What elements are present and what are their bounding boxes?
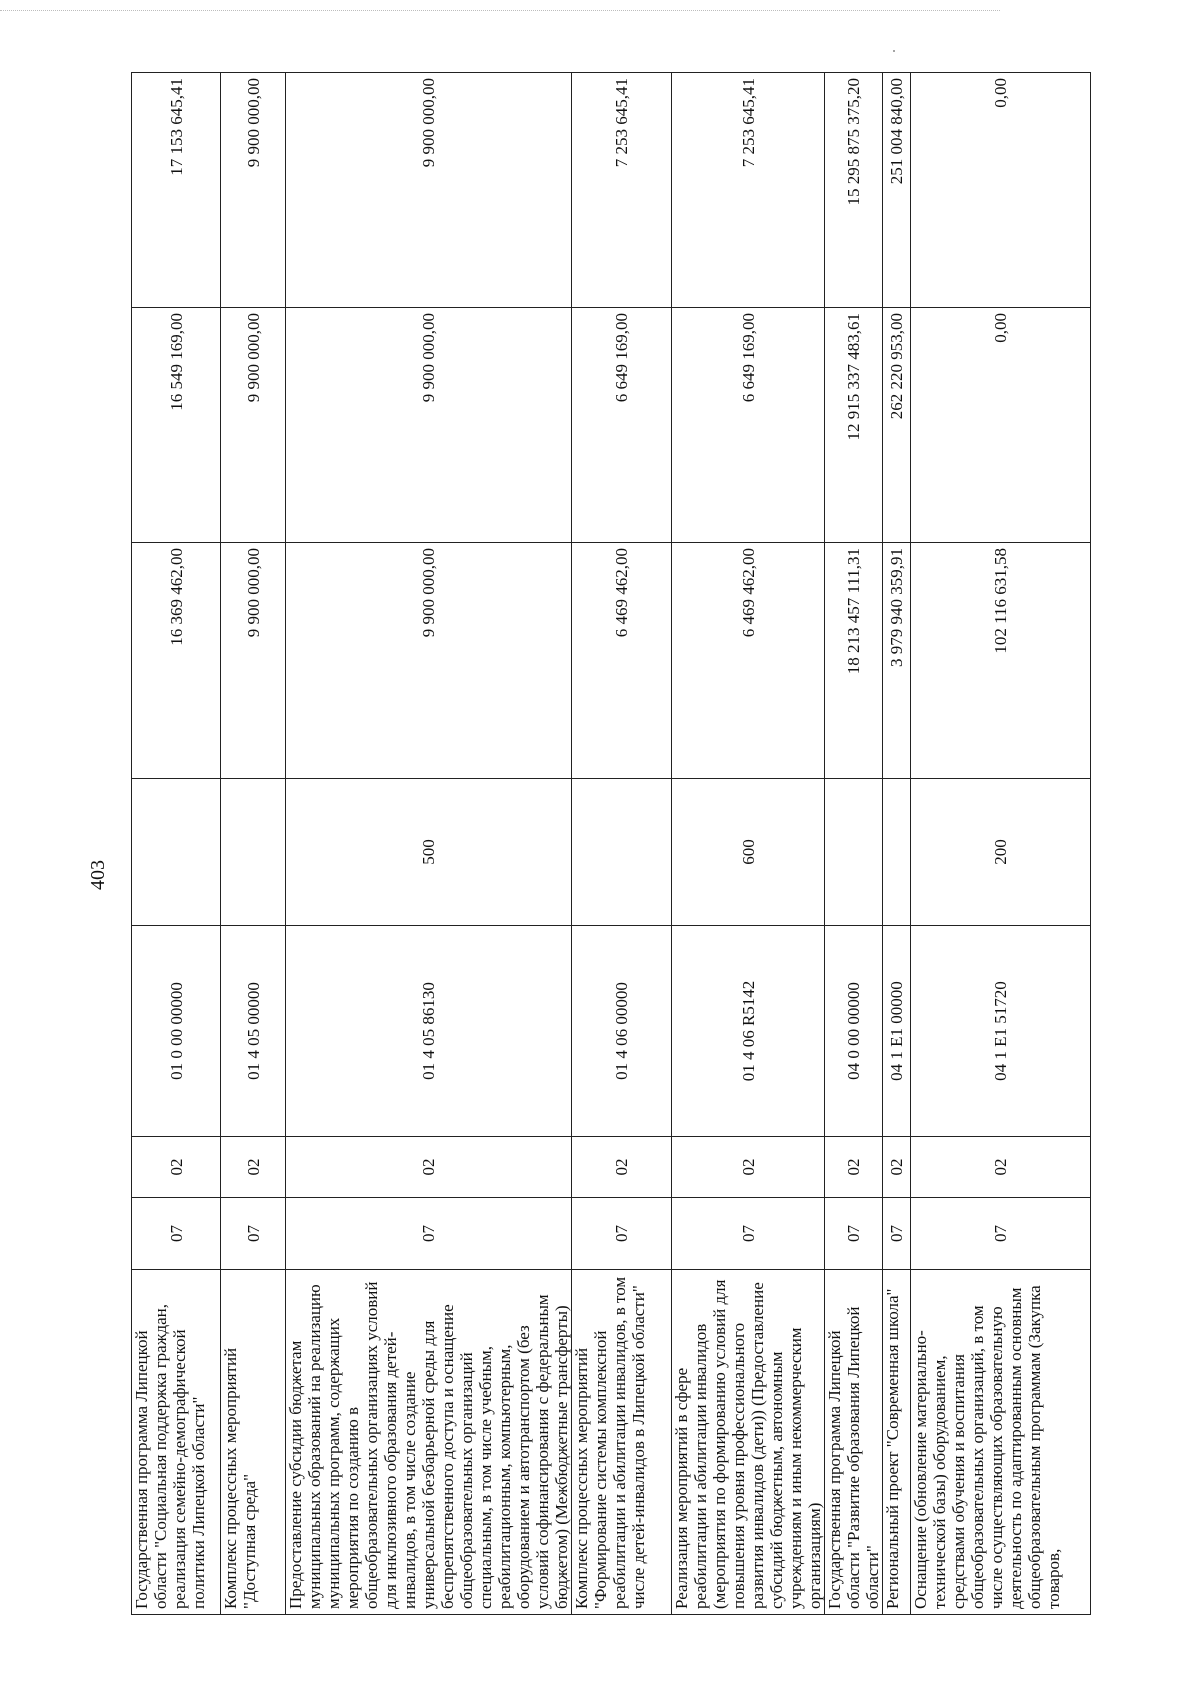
row-sum-1: 9 900 000,00 — [221, 543, 286, 779]
row-sum-1: 6 469 462,00 — [572, 543, 672, 779]
table-row — [672, 73, 825, 1615]
row-sum-1: 9 900 000,00 — [286, 543, 572, 779]
row-expense-type: 500 — [286, 779, 572, 926]
row-sum-3: 17 153 645,41 — [132, 73, 221, 308]
row-section: 07 — [572, 1198, 672, 1270]
row-name: Оснащение (обновление материально-технической базы) оборудованием, средствами обучения и воспитания общеобразовательных организаций, в том числе осуществляющих образовательную деятельность по адаптированным основным общеобразовательным программам (Закупка товаров, — [911, 1270, 1091, 1615]
row-expense-type: 200 — [911, 779, 1091, 926]
rotated-table-viewport — [131, 73, 1063, 1615]
row-expense-type — [883, 779, 911, 926]
row-sum-2: 12 915 337 483,61 — [825, 308, 883, 543]
row-target-article: 01 4 06 00000 — [572, 926, 672, 1137]
row-section: 07 — [672, 1198, 825, 1270]
scan-artifact-dot — [893, 50, 895, 52]
row-subsection: 02 — [883, 1137, 911, 1198]
row-sum-1: 16 369 462,00 — [132, 543, 221, 779]
table-row — [132, 73, 221, 1615]
row-sum-2: 6 649 169,00 — [672, 308, 825, 543]
row-name: Комплекс процессных мероприятий "Формирование системы комплексной реабилитации и абилитации инвалидов, в том числе детей-инвалидов в Липецкой области" — [572, 1270, 672, 1615]
row-target-article: 04 1 E1 51720 — [911, 926, 1091, 1137]
row-sum-2: 0,00 — [911, 308, 1091, 543]
row-sum-3: 0,00 — [911, 73, 1091, 308]
row-sum-2: 9 900 000,00 — [221, 308, 286, 543]
row-subsection: 02 — [572, 1137, 672, 1198]
row-sum-2: 9 900 000,00 — [286, 308, 572, 543]
row-name: Комплекс процессных мероприятий "Доступная среда" — [221, 1270, 286, 1615]
table-row — [883, 73, 911, 1615]
row-subsection: 02 — [132, 1137, 221, 1198]
row-sum-3: 9 900 000,00 — [286, 73, 572, 308]
row-name: Предоставление субсидии бюджетам муниципальных образований на реализацию муниципальных программ, содержащих мероприятия по созданию в общеобразовательных организациях условий для инклюзивного образования детей-инвалидов, в том числе создание универсальной безбарьерной среды для беспрепятственного доступа и оснащение общеобразовательных организаций специальным, в том числе учебным, реабилитационным, компьютерным, оборудованием и автотранспортом (без условий софинансирования с федеральным бюджетом) (Межбюджетные трансферты) — [286, 1270, 572, 1615]
row-name: Реализация мероприятий в сфере реабилитации и абилитации инвалидов (мероприятия по формированию условий для повышения уровня профессионального развития инвалидов (дети)) (Предоставление субсидий бюджетным, автономным учреждениям и иным некоммерческим организациям) — [672, 1270, 825, 1615]
row-target-article: 01 4 05 00000 — [221, 926, 286, 1137]
row-sum-2: 262 220 953,00 — [883, 308, 911, 543]
row-expense-type: 600 — [672, 779, 825, 926]
row-sum-1: 6 469 462,00 — [672, 543, 825, 779]
row-subsection: 02 — [825, 1137, 883, 1198]
row-section: 07 — [286, 1198, 572, 1270]
table-row — [286, 73, 572, 1615]
budget-table — [131, 72, 1091, 1615]
row-target-article: 04 1 E1 00000 — [883, 926, 911, 1137]
row-expense-type — [221, 779, 286, 926]
row-subsection: 02 — [286, 1137, 572, 1198]
row-subsection: 02 — [911, 1137, 1091, 1198]
row-target-article: 01 4 05 86130 — [286, 926, 572, 1137]
row-sum-3: 7 253 645,41 — [572, 73, 672, 308]
row-sum-1: 18 213 457 111,31 — [825, 543, 883, 779]
row-subsection: 02 — [672, 1137, 825, 1198]
row-target-article: 01 0 00 00000 — [132, 926, 221, 1137]
table-row — [221, 73, 286, 1615]
row-section: 07 — [883, 1198, 911, 1270]
row-sum-1: 3 979 940 359,91 — [883, 543, 911, 779]
table-row — [911, 73, 1091, 1615]
row-name: Государственная программа Липецкой области "Социальная поддержка граждан, реализация семейно-демографической политики Липецкой области" — [132, 1270, 221, 1615]
row-sum-2: 16 549 169,00 — [132, 308, 221, 543]
row-target-article: 04 0 00 00000 — [825, 926, 883, 1137]
row-sum-3: 15 295 875 375,20 — [825, 73, 883, 308]
scan-artifact-line — [0, 10, 1000, 11]
table-row — [572, 73, 672, 1615]
row-sum-3: 9 900 000,00 — [221, 73, 286, 308]
row-name: Региональный проект "Современная школа" — [883, 1270, 911, 1615]
row-sum-3: 251 004 840,00 — [883, 73, 911, 308]
row-section: 07 — [132, 1198, 221, 1270]
page-number: 403 — [87, 860, 109, 890]
table-row — [825, 73, 883, 1615]
row-target-article: 01 4 06 R5142 — [672, 926, 825, 1137]
row-section: 07 — [221, 1198, 286, 1270]
row-expense-type — [132, 779, 221, 926]
row-subsection: 02 — [221, 1137, 286, 1198]
row-sum-2: 6 649 169,00 — [572, 308, 672, 543]
row-sum-1: 102 116 631,58 — [911, 543, 1091, 779]
row-sum-3: 7 253 645,41 — [672, 73, 825, 308]
row-expense-type — [825, 779, 883, 926]
row-expense-type — [572, 779, 672, 926]
row-section: 07 — [825, 1198, 883, 1270]
row-section: 07 — [911, 1198, 1091, 1270]
rotated-table-container — [131, 73, 1063, 1615]
row-name: Государственная программа Липецкой области "Развитие образования Липецкой области" — [825, 1270, 883, 1615]
